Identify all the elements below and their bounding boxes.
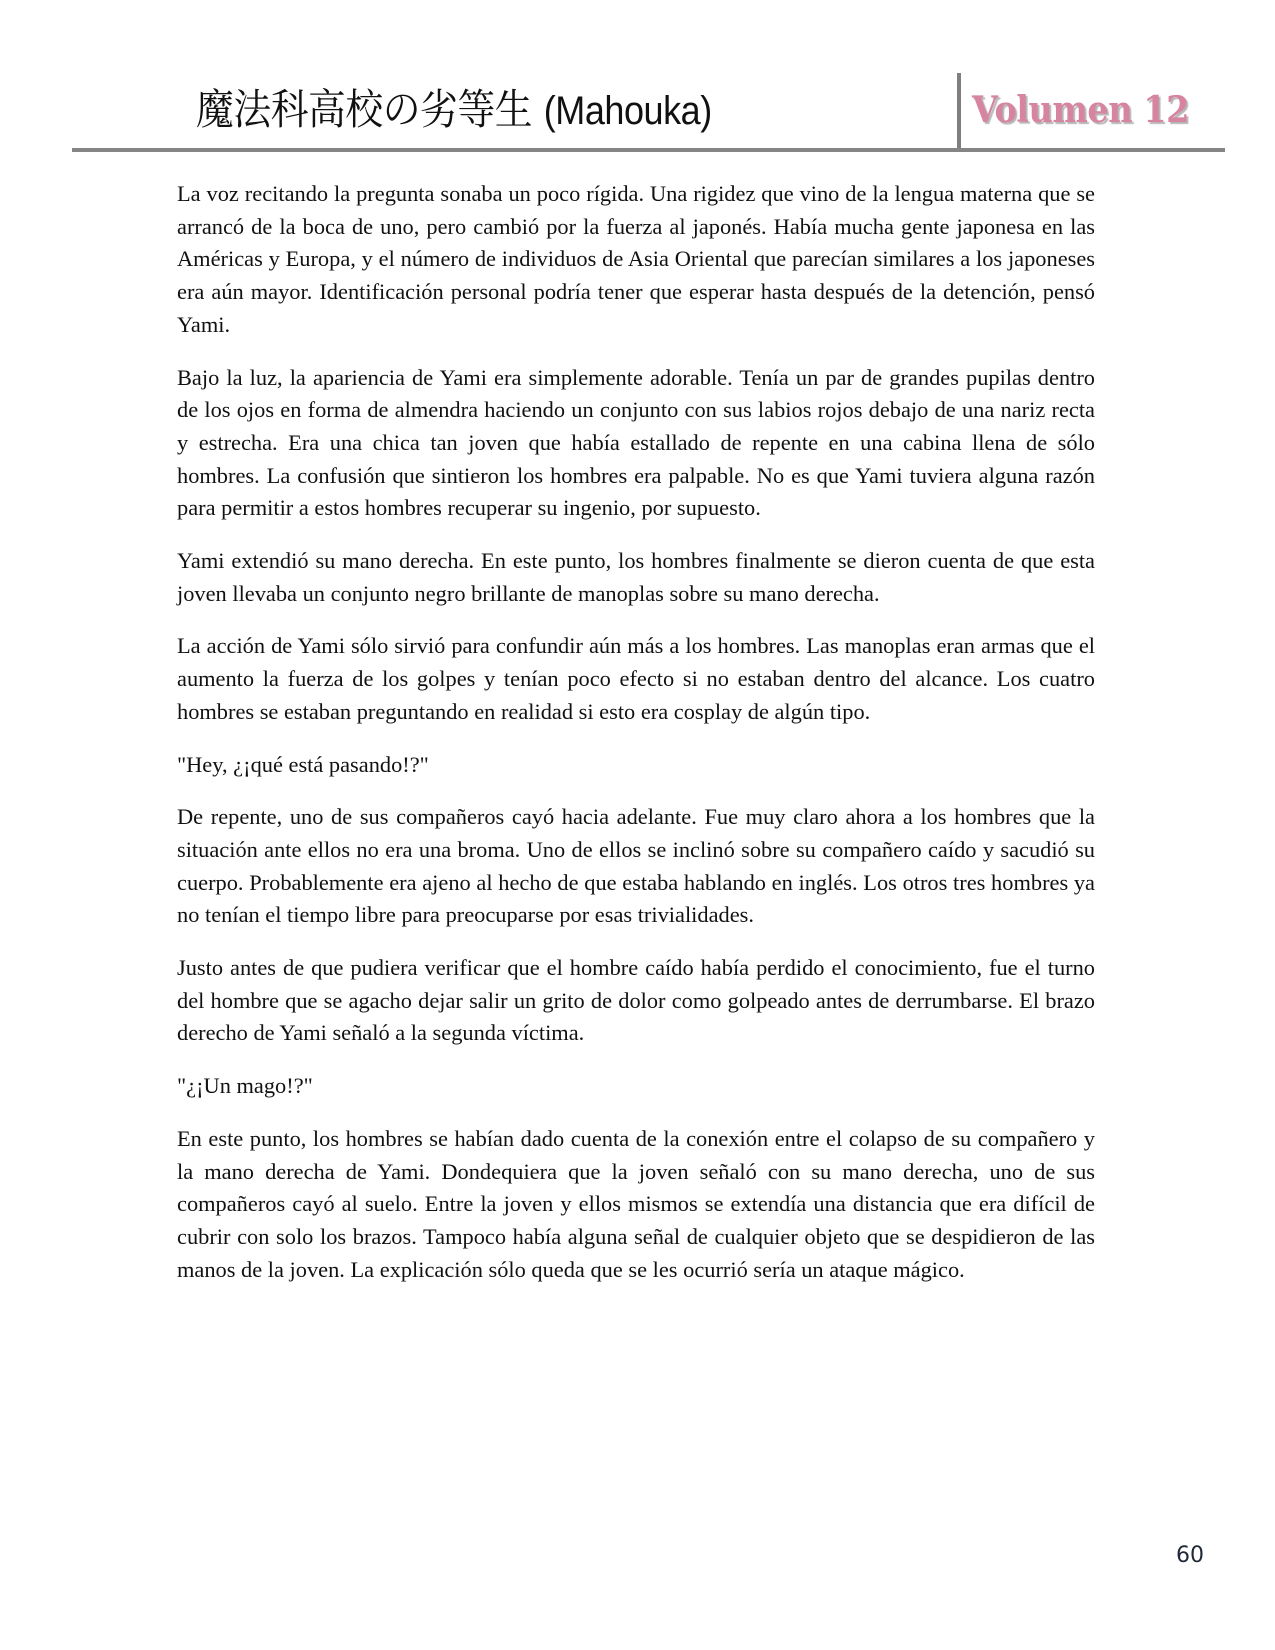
book-title-japanese: 魔法科高校の劣等生 xyxy=(196,85,533,134)
paragraph: Yami extendió su mano derecha. En este punto, los hombres finalmente se dieron cuenta de que esta joven llevaba un conjunto negro brillante de manoplas sobre su mano derecha. xyxy=(177,548,1095,606)
paragraph: Bajo la luz, la apariencia de Yami era simplemente adorable. Tenía un par de grandes pupilas dentro de los ojos en forma de almendra haciendo un conjunto con sus labios rojos debajo de una nariz recta y estrecha. Era una chica tan joven que había estallado de repente en una cabina llena de sólo hombres. La confusión que sintieron los hombres era palpable. No es que Yami tuviera alguna razón para permitir a estos hombres recuperar su ingenio, por supuesto. xyxy=(177,364,1095,521)
book-title-latin: (Mahouka) xyxy=(543,89,712,133)
paragraph: La voz recitando la pregunta sonaba un poco rígida. Una rigidez que vino de la lengua materna que se arrancó de la boca de uno, pero cambió por la fuerza al japonés. Había mucha gente japonesa en las Américas y Europa, y el número de individuos de Asia Oriental que parecían similares a los japoneses era aún mayor. Identificación personal podría tener que esperar hasta después de la detención, pensó Yami. xyxy=(177,181,1095,337)
volume-label: Volumen 12 xyxy=(972,89,1189,131)
header-vertical-divider xyxy=(957,73,961,152)
paragraph: En este punto, los hombres se habían dado cuenta de la conexión entre el colapso de su compañero y la mano derecha de Yami. Dondequiera que la joven señaló con su mano derecha, uno de sus compañeros cayó al suelo. Entre la joven y ellos mismos se extendía una distancia que era difícil de cubrir con solo los brazos. Tampoco había alguna señal de cualquier objeto que se despidieron de las manos de la joven. La explicación sólo queda que se les ocurrió sería un ataque mágico. xyxy=(177,1125,1095,1282)
page-header xyxy=(0,0,1275,160)
header-horizontal-rule xyxy=(72,148,1225,152)
page-number: 60 xyxy=(1176,1543,1204,1568)
book-title xyxy=(196,80,712,141)
paragraph: Justo antes de que pudiera verificar que el hombre caído había perdido el conocimiento, fue el turno del hombre que se agacho dejar salir un grito de dolor como golpeado antes de derrumbarse. El brazo derecho de Yami señaló a la segunda víctima. xyxy=(177,955,1095,1046)
page-body xyxy=(177,178,1095,1306)
paragraph: La acción de Yami sólo sirvió para confundir aún más a los hombres. Las manoplas eran armas que el aumento la fuerza de los golpes y tenían poco efecto si no estaban dentro del alcance. Los cuatro hombres se estaban preguntando en realidad si esto era cosplay de algún tipo. xyxy=(177,633,1095,724)
paragraph: De repente, uno de sus compañeros cayó hacia adelante. Fue muy claro ahora a los hombres que la situación ante ellos no era una broma. Uno de ellos se inclinó sobre su compañero caído y sacudió su cuerpo. Probablemente era ajeno al hecho de que estaba hablando en inglés. Los otros tres hombres ya no tenían el tiempo libre para preocuparse por esas trivialidades. xyxy=(177,804,1095,928)
dialogue-line: "Hey, ¿¡qué está pasando!?" xyxy=(177,751,429,777)
dialogue-line: "¿¡Un mago!?" xyxy=(177,1073,313,1099)
